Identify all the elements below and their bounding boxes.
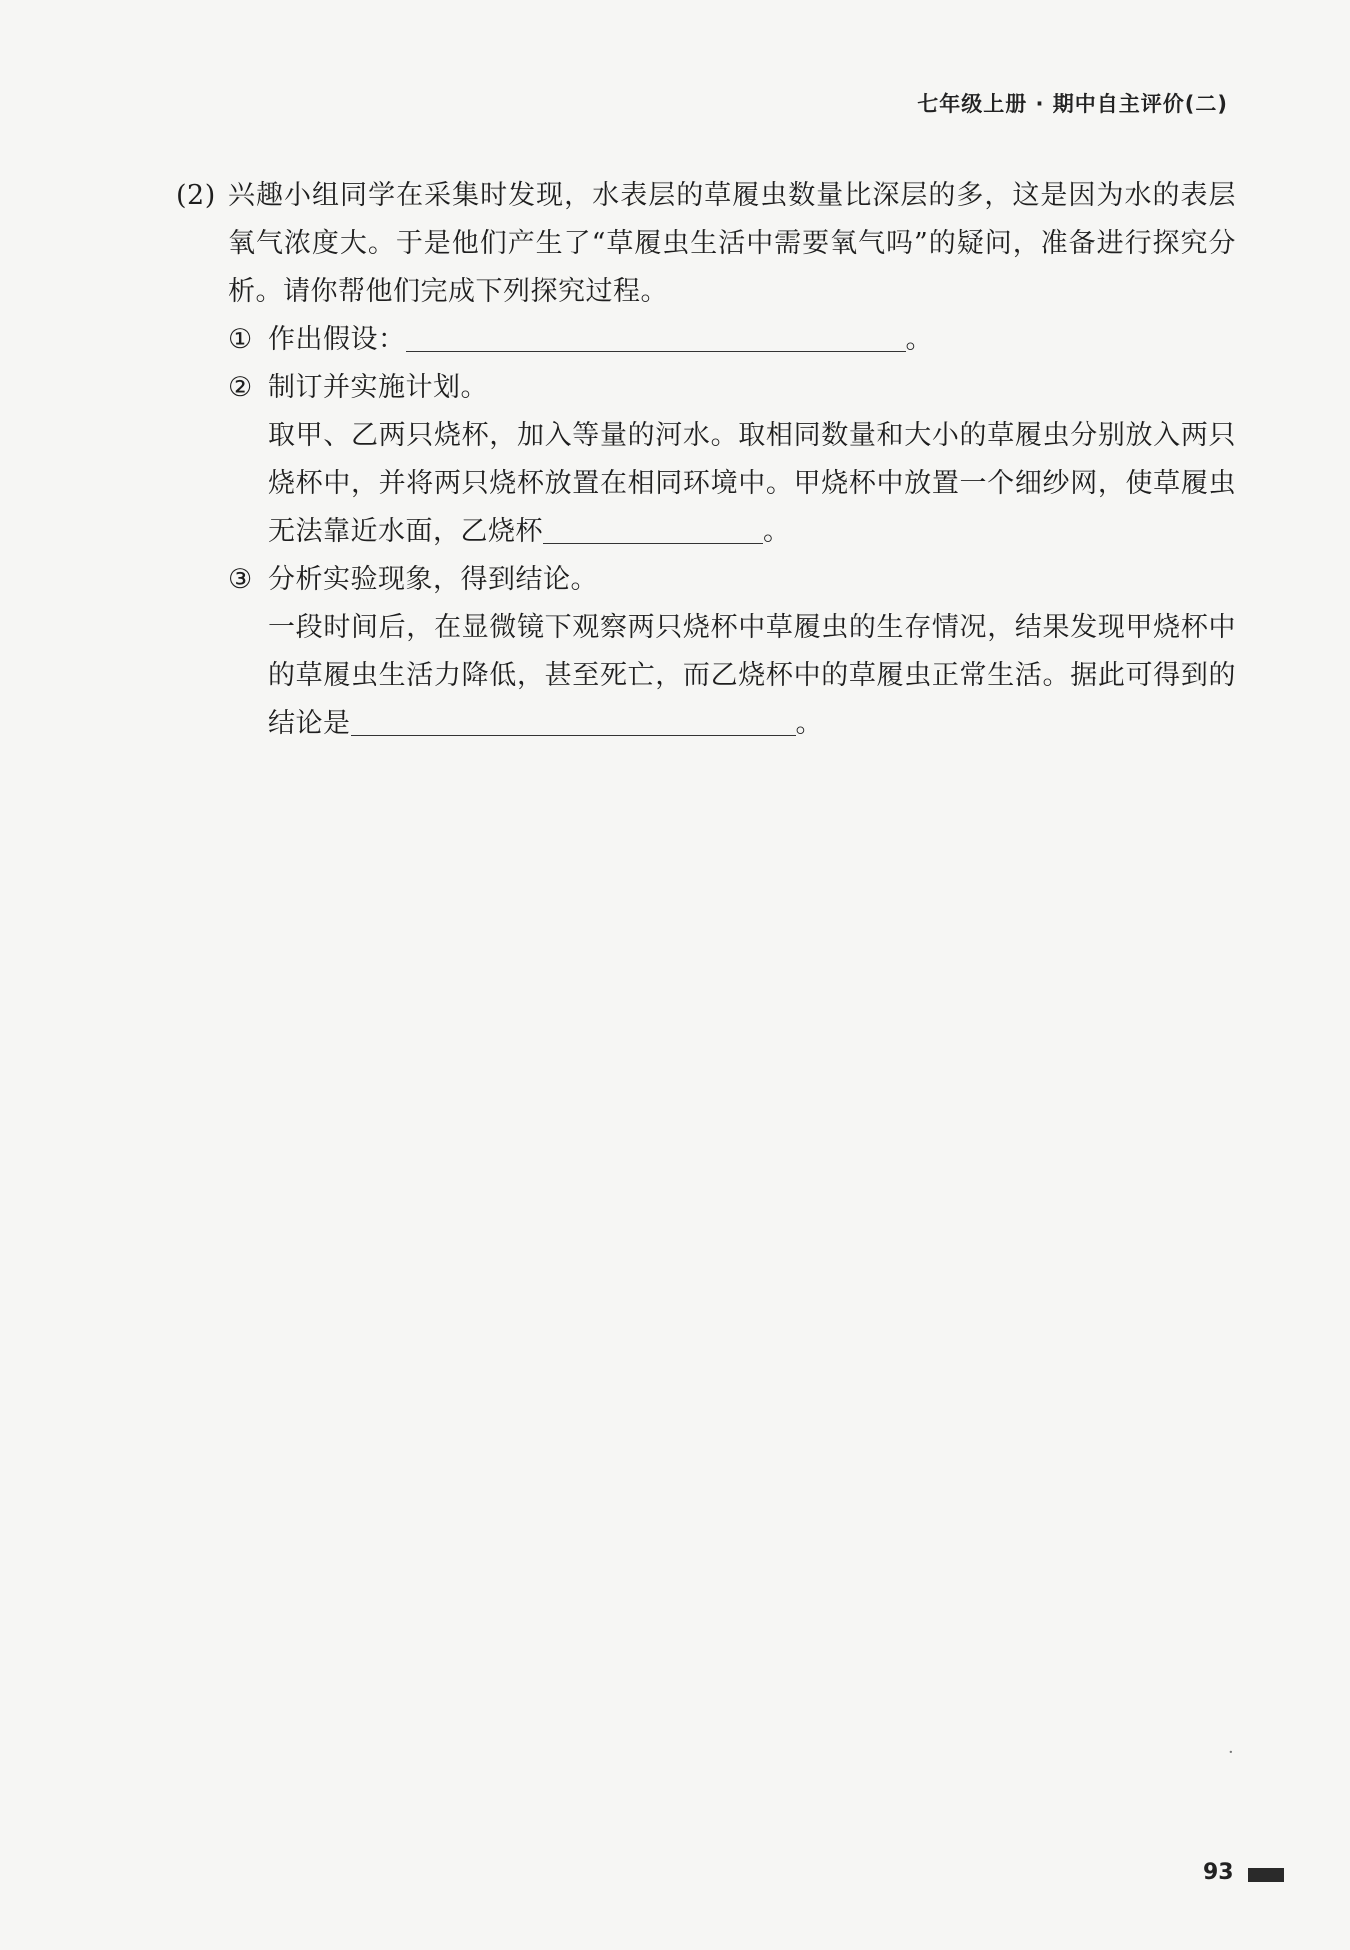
step-label-1: 作出假设： xyxy=(268,324,406,355)
beaker-b-blank[interactable] xyxy=(543,513,763,544)
question-block xyxy=(176,172,1236,748)
step-label-3: 分析实验现象，得到结论。 xyxy=(268,564,598,595)
analysis-detail xyxy=(268,604,1236,748)
step-hypothesis xyxy=(228,316,1236,364)
hypothesis-blank[interactable] xyxy=(406,321,906,352)
analysis-detail-text: 一段时间后，在显微镜下观察两只烧杯中草履虫的生存情况，结果发现甲烧杯中的草履虫生活力降低，甚至死亡，而乙烧杯中的草履虫正常生活。据此可得到的结论是 xyxy=(268,612,1236,739)
step-end-3: 。 xyxy=(795,708,823,739)
page-number-bar xyxy=(1248,1868,1284,1882)
plan-detail-text: 取甲、乙两只烧杯，加入等量的河水。取相同数量和大小的草履虫分别放入两只烧杯中，并将两只烧杯放置在相同环境中。甲烧杯中放置一个细纱网，使草履虫无法靠近水面，乙烧杯 xyxy=(268,420,1236,547)
step-end-1: 。 xyxy=(905,324,933,355)
step-mark-3: ③ xyxy=(228,564,253,595)
step-plan xyxy=(228,364,1236,412)
scan-speck: · xyxy=(1228,1742,1234,1763)
question-text: 兴趣小组同学在采集时发现，水表层的草履虫数量比深层的多，这是因为水的表层氧气浓度大。于是他们产生了“草履虫生活中需要氧气吗”的疑问，准备进行探究分析。请你帮他们完成下列探究过程。 xyxy=(228,180,1236,307)
step-label-2: 制订并实施计划。 xyxy=(268,372,488,403)
page-number: 93 xyxy=(1203,1860,1234,1885)
question-intro xyxy=(176,172,1236,316)
question-number: (2) xyxy=(176,180,216,211)
plan-detail xyxy=(268,412,1236,556)
step-analysis xyxy=(228,556,1236,604)
page-header: 七年级上册 · 期中自主评价(二) xyxy=(917,92,1228,116)
step-end-2: 。 xyxy=(763,516,791,547)
step-mark-1: ① xyxy=(228,324,253,355)
conclusion-blank[interactable] xyxy=(351,705,796,736)
step-mark-2: ② xyxy=(228,372,253,403)
